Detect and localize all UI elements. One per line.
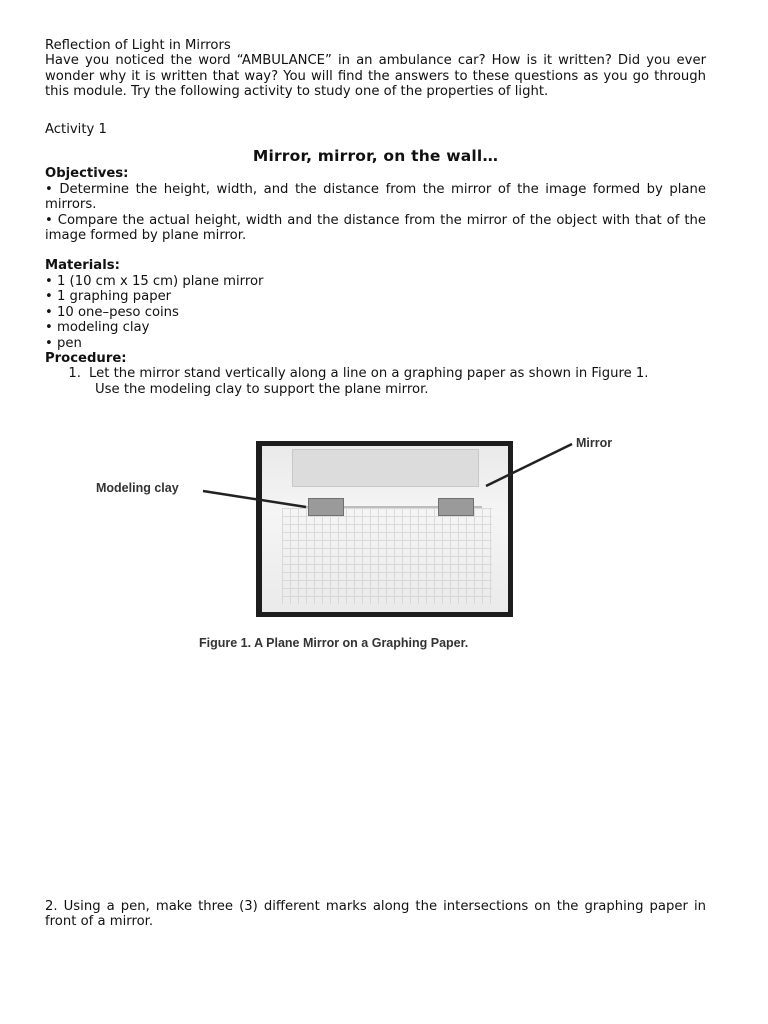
material-item: • 1 graphing paper [45,289,172,305]
intro-paragraph: Have you noticed the word “AMBULANCE” in an ambulance car? How is it written? Did you ever wonder why it is written that way? You will find the answers to these questions as you go through this module. Try the following activity to study one of the properties of light. [45,53,706,100]
procedure-heading: Procedure: [45,350,127,366]
material-item: • pen [45,335,82,351]
figure-label-clay: Modeling clay [96,481,179,495]
modeling-clay-left [308,498,344,516]
section-title: Reflection of Light in Mirrors [45,38,231,53]
mirror-back [292,449,479,487]
material-item: • 10 one–peso coins [45,304,179,320]
step-number: 1. [68,366,81,382]
step-text: Let the mirror stand vertically along a line on a graphing paper as shown in Figure 1. [89,366,649,382]
figure-caption: Figure 1. A Plane Mirror on a Graphing Paper. [199,636,469,650]
activity-title: Mirror, mirror, on the wall… [252,147,499,166]
procedure-step-2: 2. Using a pen, make three (3) different marks along the intersections on the graphing paper in front of a mirror. [45,899,706,930]
objective-item: • Determine the height, width, and the distance from the mirror of the image formed by plane mirrors. [45,181,706,213]
figure-photo [256,441,513,617]
graphing-paper [262,446,508,612]
procedure-step-1 [45,366,706,381]
document-body [45,38,706,397]
material-item: • 1 (10 cm x 15 cm) plane mirror [45,273,264,289]
materials-heading: Materials: [45,258,120,274]
objective-item: • Compare the actual height, width and the distance from the mirror of the object with that of the image formed by plane mirror. [45,212,706,244]
modeling-clay-right [438,498,474,516]
activity-label: Activity 1 [45,121,107,137]
material-item: • modeling clay [45,320,150,336]
step-1-subtext: Use the modeling clay to support the plane mirror. [95,381,429,397]
grid-lines [282,508,492,604]
figure-label-mirror: Mirror [576,436,613,450]
objectives-heading: Objectives: [45,166,129,182]
